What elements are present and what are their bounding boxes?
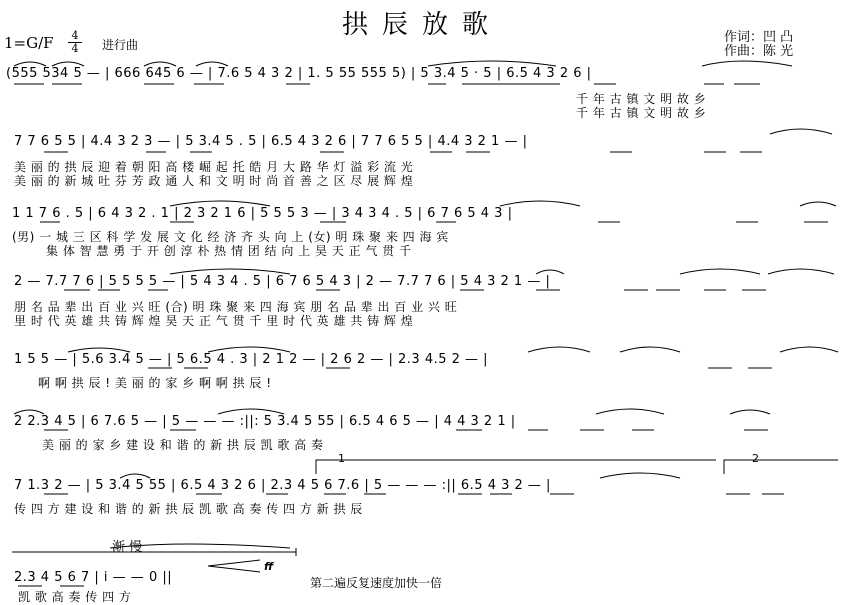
notation-row-2: 7 7 6 5 5 | 4.4 3 2 3 — | 5 3.4 5 . 5 | 6.5 4 3 2 6 | 7 7 6 5 5 | 4.4 3 2 1 — | [14,134,528,149]
notation-row-5: 1 5 5 — | 5.6 3.4 5 — | 5 6.5 4 . 3 | 2 1 2 — | 2 6 2 — | 2.3 4.5 2 — | [14,352,489,367]
meter-top: 4 [71,29,79,42]
volta-first-ending: 1 [338,452,345,465]
lyrics-row-3-verse-2: 集 体 智 慧 勇 于 开 创 淳 朴 热 情 团 结 向 上 昊 天 正 气 贯 千 [46,244,412,258]
fortissimo-marking: ff [264,560,274,573]
notation-row-6: 2 2.3 4 5 | 6 7.6 5 — | 5 — — — :||: 5 3.4 5 55 | 6.5 4 6 5 — | 4 4 3 2 1 | [14,414,516,429]
lyrics-row-3-verse-1: (男) 一 城 三 区 科 学 发 展 文 化 经 济 齐 头 向 上 (女) 明 珠 聚 来 四 海 宾 [12,230,449,244]
notation-row-1: (555 534 5 — | 666 645 6 — | 7.6 5 4 3 2 | 1. 5 55 555 5) | 5 3.4 5 · 5 | 6.5 4 3 2 6 | [6,66,592,81]
repeat-footnote: 第二遍反复速度加快一倍 [310,576,443,590]
lyrics-row-1-verse-2: 千 年 古 镇 文 明 故 乡 [576,106,707,120]
volta-brackets [316,460,838,474]
lyrics-row-2-verse-2: 美 丽 的 新 城 吐 芬 芳 政 通 人 和 文 明 时 尚 首 善 之 区 尽 展 辉 煌 [14,174,414,188]
slur-arcs [14,61,838,548]
notation-row-7: 7 1.3 2 — | 5 3.4 5 55 | 6.5 4 3 2 6 | 2.3 4 5 6 7.6 | 5 — — — :|| 6.5 4 3 2 — | [14,478,551,493]
lyricist-credit: 作词：凹 凸 [724,30,794,45]
lyrics-row-8: 凯 歌 高 奏 传 四 方 [18,590,132,604]
ritardando-marking: 渐 慢 [112,540,143,555]
lyrics-row-4-verse-2: 里 时 代 英 雄 共 铸 辉 煌 昊 天 正 气 贯 千 里 时 代 英 雄 共 铸 辉 煌 [14,314,414,328]
key-signature: 1=G/F [4,34,54,52]
lyrics-row-1-verse-1: 千 年 古 镇 文 明 故 乡 [576,92,707,106]
meter-bottom: 4 [68,42,82,55]
tempo-marking: 进行曲 [102,38,139,52]
lyrics-row-2-verse-1: 美 丽 的 拱 辰 迎 着 朝 阳 高 楼 崛 起 托 皓 月 大 路 华 灯 溢 彩 流 光 [14,160,414,174]
notation-row-8: 2.3 4 5 6 7 | i — — 0 || [14,570,173,585]
volta-second-ending: 2 [752,452,759,465]
notation-row-4: 2 — 7.7 7 6 | 5 5 5 5 — | 5 4 3 4 . 5 | 6 7 6 5 4 3 | 2 — 7.7 7 6 | 5 4 3 2 1 — | [14,274,551,289]
lyrics-row-5: 啊 啊 拱 辰 ! 美 丽 的 家 乡 啊 啊 拱 辰 ! [38,376,272,390]
composer-credit: 作曲：陈 光 [724,44,794,59]
page-title: 拱辰放歌 [341,10,502,40]
lyrics-row-4-verse-1: 朋 名 品 辈 出 百 业 兴 旺 (合) 明 珠 聚 来 四 海 宾 朋 名 品 辈 出 百 业 兴 旺 [14,300,458,314]
notation-row-3: 1 1 7 6 . 5 | 6 4 3 2 . 1 | 2 3 2 1 6 | 5 5 5 3 — | 3 4 3 4 . 5 | 6 7 6 5 4 3 | [12,206,513,221]
beam-lines [14,84,828,586]
tempo-line [12,548,296,572]
lyrics-row-6: 美 丽 的 家 乡 建 设 和 谐 的 新 拱 辰 凯 歌 高 奏 [42,438,324,452]
lyrics-row-7: 传 四 方 建 设 和 谐 的 新 拱 辰 凯 歌 高 奏 传 四 方 新 拱 辰 [14,502,363,516]
